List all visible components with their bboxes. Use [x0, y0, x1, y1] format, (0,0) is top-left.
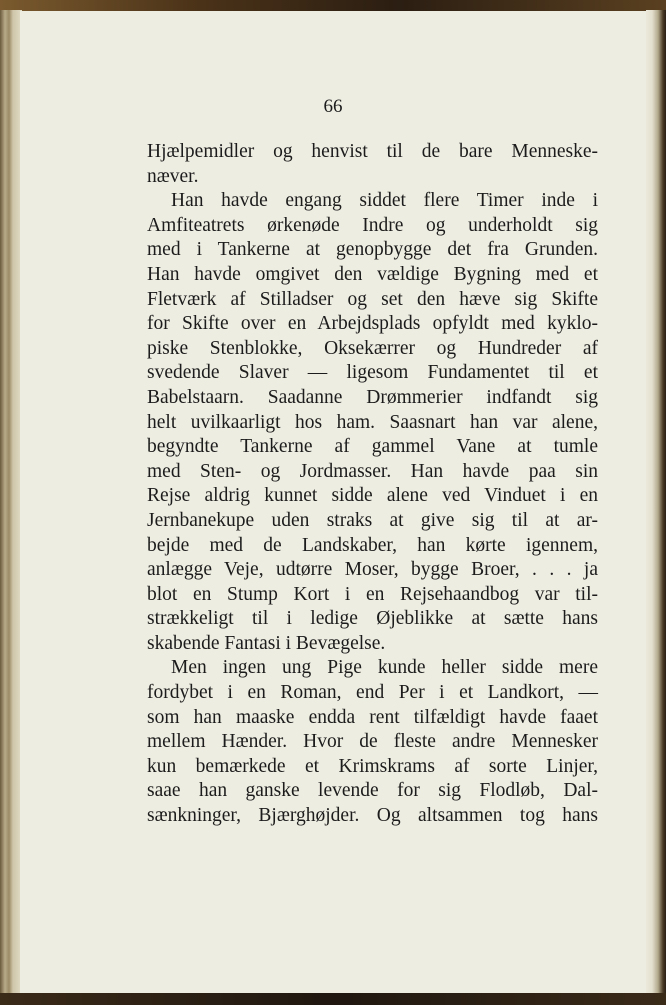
- text-line: skabende Fantasi i Bevægelse.: [147, 632, 386, 654]
- text-line: fordybet i en Roman, end Per i et Landkort, —: [147, 682, 598, 704]
- text-line: bejde med de Landskaber, han kørte igennem,: [147, 534, 598, 556]
- text-line: saae han ganske levende for sig Flodløb, Dal-: [147, 780, 598, 802]
- body-text: [147, 140, 598, 829]
- text-line: strækkeligt til i ledige Øjeblikke at sætte hans: [147, 608, 598, 630]
- text-line: sænkninger, Bjærghøjder. Og altsammen tog hans: [147, 805, 598, 827]
- text-line: anlægge Veje, udtørre Moser, bygge Broer, . . . ja: [147, 559, 598, 581]
- text-line: helt uvilkaarligt hos ham. Saasnart han var alene,: [147, 411, 598, 433]
- text-line: med i Tankerne at genopbygge det fra Grunden.: [147, 239, 598, 261]
- text-line: Men ingen ung Pige kunde heller sidde mere: [171, 657, 598, 679]
- text-line: næver.: [147, 165, 199, 187]
- text-line: med Sten- og Jordmasser. Han havde paa sin: [147, 460, 598, 482]
- left-page-edge: [0, 10, 22, 995]
- text-line: blot en Stump Kort i en Rejsehaandbog var til-: [147, 583, 598, 605]
- bottom-binding-edge: [0, 993, 666, 1005]
- right-page-edge: [646, 10, 666, 995]
- text-line: Hjælpemidler og henvist til de bare Menneske-: [147, 141, 598, 162]
- text-line: Han havde engang siddet flere Timer inde i: [171, 190, 598, 212]
- text-line: for Skifte over en Arbejdsplads opfyldt med kyklo-: [147, 313, 598, 335]
- text-line: Babelstaarn. Saadanne Drømmerier indfandt sig: [147, 386, 598, 408]
- text-line: Amfiteatrets ørkenøde Indre og underholdt sig: [147, 214, 598, 236]
- text-line: Han havde omgivet den vældige Bygning med et: [147, 263, 598, 285]
- text-line: begyndte Tankerne af gammel Vane at tumle: [147, 436, 598, 458]
- text-line: svedende Slaver — ligesom Fundamentet til et: [147, 362, 598, 384]
- text-line: Rejse aldrig kunnet sidde alene ved Vinduet i en: [147, 485, 598, 507]
- page-number: 66: [323, 96, 343, 117]
- text-line: mellem Hænder. Hvor de fleste andre Mennesker: [147, 731, 598, 753]
- text-line: Jernbanekupe uden straks at give sig til at ar-: [147, 509, 598, 531]
- text-line: som han maaske endda rent tilfældigt havde faaet: [147, 706, 598, 728]
- text-line: piske Stenblokke, Oksekærrer og Hundreder af: [147, 337, 598, 359]
- text-line: kun bemærkede et Krimskrams af sorte Linjer,: [147, 755, 598, 777]
- text-line: Fletværk af Stilladser og set den hæve sig Skifte: [147, 288, 598, 310]
